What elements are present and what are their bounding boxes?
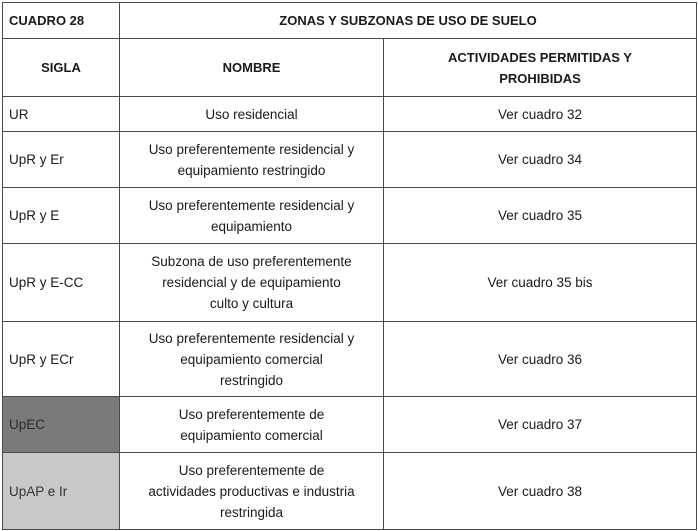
table-row (3, 132, 697, 188)
actividades-cell: Ver cuadro 32 (384, 97, 697, 132)
nombre-line: Uso preferentemente residencial y (148, 330, 355, 346)
nombre-line: equipamiento comercial (180, 351, 323, 367)
nombre-line: actividades productivas e industria (148, 483, 355, 499)
nombre-cell (120, 397, 384, 453)
nombre-line: residencial y de equipamiento (162, 275, 341, 290)
table-row (3, 397, 697, 453)
nombre-line: Uso preferentemente residencial y (148, 141, 355, 157)
sigla-cell: UpR y E-CC (3, 244, 120, 322)
actividades-cell: Ver cuadro 34 (384, 132, 697, 188)
nombre-line: equipamiento comercial (180, 427, 323, 443)
actividades-cell: Ver cuadro 36 (384, 322, 697, 397)
column-header-sigla: SIGLA (3, 39, 120, 97)
table-title: ZONAS Y SUBZONAS DE USO DE SUELO (120, 3, 697, 39)
nombre-cell (120, 97, 384, 132)
nombre-cell (120, 322, 384, 397)
nombre-line: equipamiento (210, 218, 293, 234)
nombre-cell (120, 244, 384, 322)
nombre-line: Uso preferentemente de (178, 406, 325, 422)
nombre-line: Uso residencial (205, 106, 298, 122)
column-header-actividades-line1: ACTIVIDADES PERMITIDAS Y (448, 49, 632, 65)
column-header-row (3, 39, 697, 97)
sigla-cell: UpR y ECr (3, 322, 120, 397)
actividades-cell: Ver cuadro 37 (384, 397, 697, 453)
nombre-line: restringido (219, 372, 284, 388)
nombre-line: culto y cultura (209, 296, 294, 311)
cuadro-number: CUADRO 28 (3, 3, 120, 39)
sigla-cell: UpR y E (3, 188, 120, 244)
nombre-line: restringida (219, 504, 284, 520)
column-header-actividades-line2: PROHIBIDAS (499, 70, 581, 86)
sigla-cell: UpR y Er (3, 132, 120, 188)
nombre-line: Uso preferentemente residencial y (148, 197, 355, 213)
actividades-cell: Ver cuadro 35 (384, 188, 697, 244)
zonas-table (2, 2, 697, 530)
actividades-cell: Ver cuadro 38 (384, 453, 697, 530)
title-row (3, 3, 697, 39)
table-row (3, 188, 697, 244)
sigla-cell-shaded-light: UpAP e Ir (3, 453, 120, 530)
sigla-cell: UR (3, 97, 120, 132)
table-row (3, 453, 697, 530)
table-row (3, 97, 697, 132)
nombre-line: equipamiento restringido (177, 162, 326, 178)
nombre-line: Subzona de uso preferentemente (151, 254, 352, 269)
column-header-actividades (384, 39, 697, 97)
column-header-nombre: NOMBRE (120, 39, 384, 97)
nombre-line: Uso preferentemente de (178, 462, 325, 478)
nombre-cell (120, 132, 384, 188)
sigla-cell-shaded-dark: UpEC (3, 397, 120, 453)
nombre-cell (120, 453, 384, 530)
table-row (3, 322, 697, 397)
nombre-cell (120, 188, 384, 244)
table-row (3, 244, 697, 322)
actividades-cell: Ver cuadro 35 bis (384, 244, 697, 322)
